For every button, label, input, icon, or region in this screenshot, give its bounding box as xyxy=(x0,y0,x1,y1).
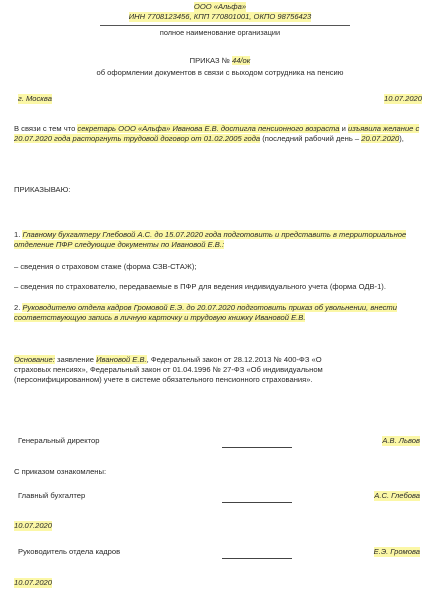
order-title xyxy=(0,56,440,66)
item-1-number: 1. xyxy=(14,230,23,239)
org-caption: полное наименование организации xyxy=(159,28,281,37)
org-header xyxy=(0,2,440,22)
hr-title: Руководитель отдела кадров xyxy=(18,547,121,556)
accountant-date: 10.07.2020 xyxy=(14,521,53,530)
intro-text-4: ), xyxy=(399,133,404,143)
order-subject: об оформлении документов в связи с выходом сотрудника на пенсию xyxy=(96,68,344,77)
accountant-title: Главный бухгалтер xyxy=(18,491,86,500)
bullet-1: – сведения о страховом стаже (форма СЗВ-СТАЖ); xyxy=(14,262,197,271)
order-item-2 xyxy=(14,303,424,323)
order-number: 44/ок xyxy=(231,56,251,65)
accountant-name: А.С. Глебова xyxy=(374,491,420,500)
hr-signature-line xyxy=(222,558,292,559)
basis-paragraph xyxy=(14,355,344,385)
director-name: А.В. Львов xyxy=(382,436,420,445)
item-1-text: Главному бухгалтеру Глебовой А.С. до 15.07.2020 года подготовить и представить в территориальное отделение ПФР следующие документы по Ивановой Е.В.: xyxy=(14,230,407,249)
basis-highlight: Ивановой Е.В. xyxy=(96,355,147,364)
order-item-1 xyxy=(14,230,414,250)
intro-text-3: (последний рабочий день – xyxy=(260,133,362,143)
hr-date: 10.07.2020 xyxy=(14,578,53,587)
item-2-number: 2. xyxy=(14,303,23,312)
org-ids: ИНН 7708123456, КПП 770801001, ОКПО 98756423 xyxy=(128,11,312,21)
city: г. Москва xyxy=(18,94,52,103)
bullet-2: – сведения по страхователю, передаваемые в ПФР для ведения индивидуального учета (форма ОДВ-1). xyxy=(14,282,386,291)
director-signature-line xyxy=(222,447,292,448)
intro-text-2: и xyxy=(339,124,348,133)
intro-highlight-3: 20.07.2020 xyxy=(361,133,400,143)
intro-highlight-2: изъявила желание с 20.07.2020 года расторгнуть трудовой договор от 01.02.2005 года xyxy=(14,124,420,143)
intro-paragraph xyxy=(14,124,424,144)
hr-name: Е.Э. Громова xyxy=(373,547,420,556)
item-2-text: Руководителю отдела кадров Громовой Е.Э. до 20.07.2020 подготовить приказ об увольнении, внести соответствующую запись в личную карточку и трудовую книжку Ивановой Е.В. xyxy=(14,303,397,322)
order-word: ПРИКАЗЫВАЮ: xyxy=(14,185,71,194)
basis-text-1: заявление xyxy=(54,355,97,364)
acquainted-label: С приказом ознакомлены: xyxy=(14,467,107,476)
accountant-signature-line xyxy=(222,502,292,503)
intro-text-1: В связи с тем что xyxy=(14,124,78,133)
org-underline xyxy=(100,25,350,26)
director-title: Генеральный директор xyxy=(18,436,100,445)
intro-highlight-1: секретарь ООО «Альфа» Иванова Е.В. достигла пенсионного возраста xyxy=(77,124,340,133)
order-date: 10.07.2020 xyxy=(383,94,422,103)
order-prefix: ПРИКАЗ № xyxy=(189,56,232,65)
org-name: ООО «Альфа» xyxy=(193,2,247,11)
basis-text-2: , Федеральный закон от 28.12.2013 № 400-ФЗ «О страховых пенсиях», Федеральный закон от 01.04.1996 № 27-ФЗ «Об индивидуальном (персонифицированном) учете в системе обязательного пенсионного страхования». xyxy=(14,355,323,384)
basis-label: Основание: xyxy=(14,355,55,364)
